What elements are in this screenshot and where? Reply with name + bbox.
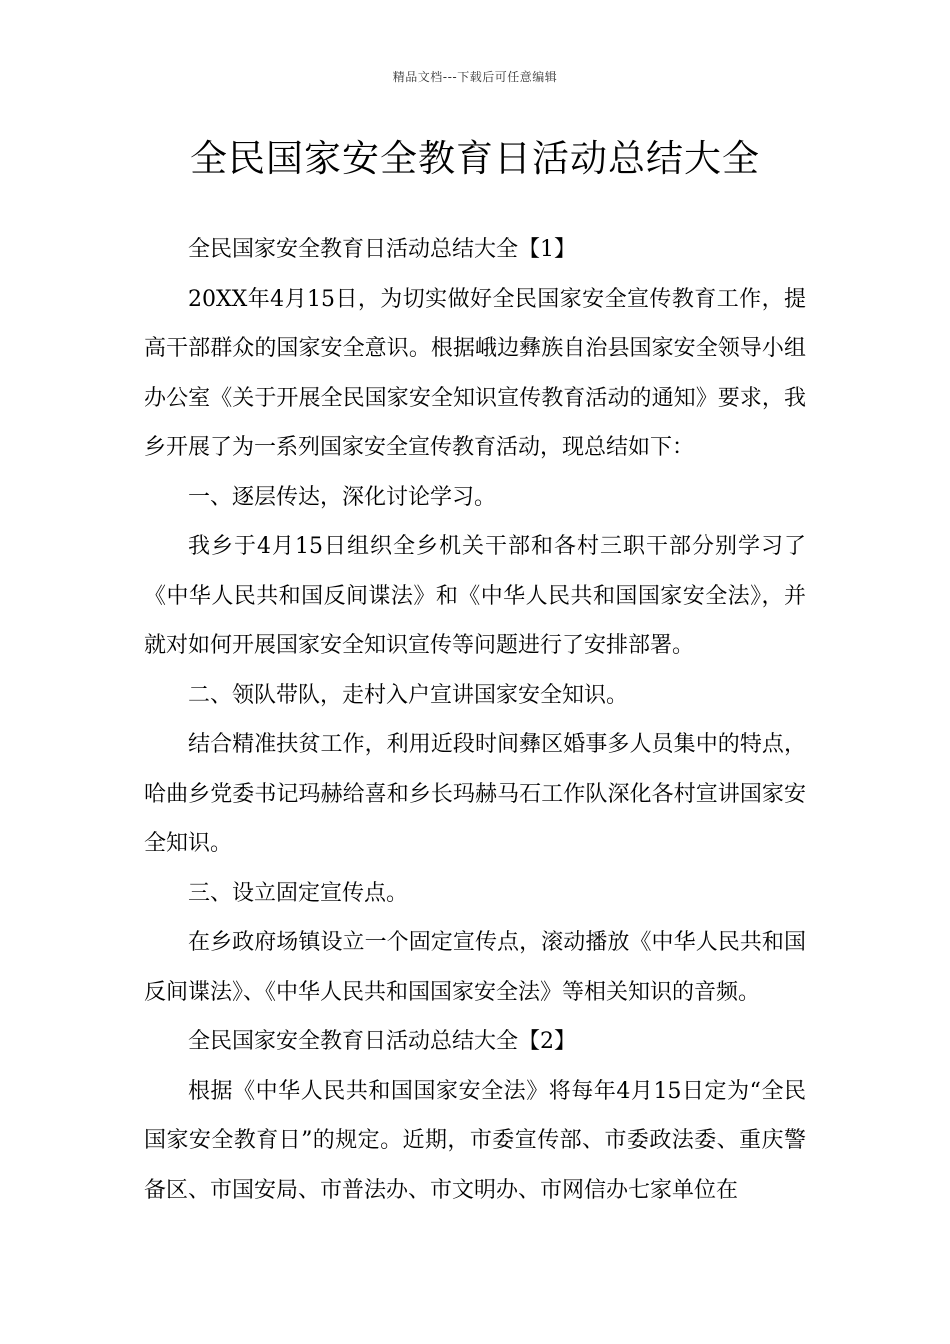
paragraph: 在乡政府场镇设立一个固定宣传点，滚动播放《中华人民共和国反间谍法》、《中华人民共和国国家安全法》等相关知识的音频。 <box>144 930 806 1005</box>
document-body <box>144 225 806 1215</box>
section-heading-2: 全民国家安全教育日活动总结大全【2】 <box>188 1029 576 1054</box>
document-title: 全民国家安全教育日活动总结大全 <box>190 137 760 180</box>
section-heading-1: 全民国家安全教育日活动总结大全【1】 <box>188 237 576 262</box>
paragraph: 20XX年4月15日，为切实做好全民国家安全宣传教育工作，提高干部群众的国家安全意识。根据峨边彝族自治县国家安全领导小组办公室《关于开展全民国家安全知识宣传教育活动的通知》要求，我乡开展了为一系列国家安全宣传教育活动，现总结如下： <box>144 286 806 460</box>
subheading: 三、设立固定宣传点。 <box>188 880 409 906</box>
paragraph: 我乡于4月15日组织全乡机关干部和各村三职干部分别学习了《中华人民共和国反间谍法》和《中华人民共和国国家安全法》，并就对如何开展国家安全知识宣传等问题进行了安排部署。 <box>144 534 806 658</box>
header-note: 精品文档---下载后可任意编辑 <box>392 70 558 84</box>
paragraph: 结合精准扶贫工作，利用近段时间彝区婚事多人员集中的特点，哈曲乡党委书记玛赫给喜和乡长玛赫马石工作队深化各村宣讲国家安全知识。 <box>144 732 806 856</box>
subheading: 二、领队带队，走村入户宣讲国家安全知识。 <box>188 682 629 708</box>
paragraph: 根据《中华人民共和国国家安全法》将每年4月15日定为“全民国家安全教育日”的规定。近期，市委宣传部、市委政法委、重庆警备区、市国安局、市普法办、市文明办、市网信办七家单位在 <box>144 1078 806 1203</box>
subheading: 一、逐层传达，深化讨论学习。 <box>188 484 497 510</box>
